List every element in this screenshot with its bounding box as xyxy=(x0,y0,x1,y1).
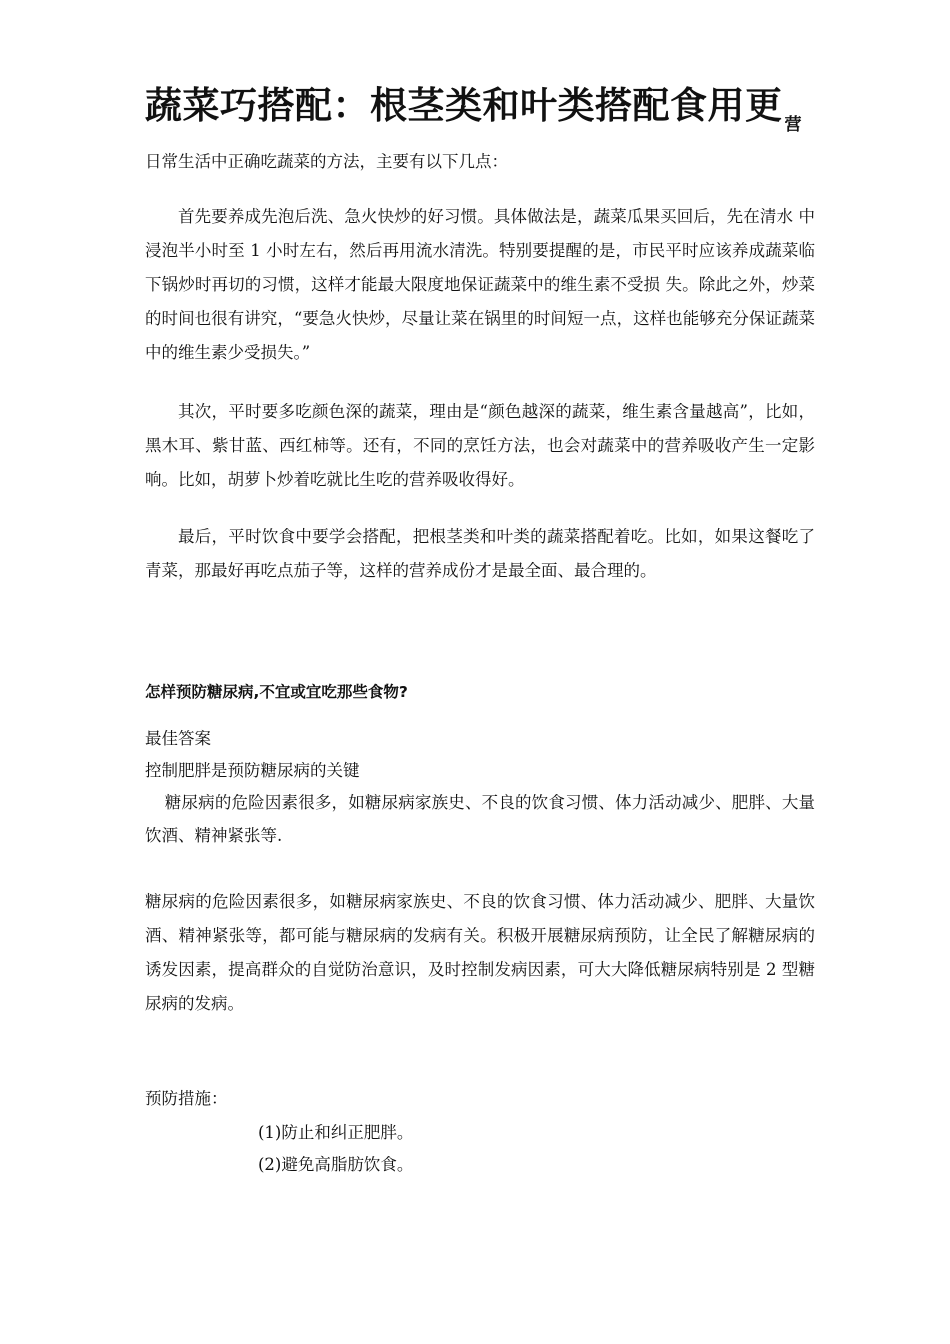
best-answer-label: 最佳答案 xyxy=(145,729,211,748)
body-paragraph-3: 最后，平时饮食中要学会搭配，把根茎类和叶类的蔬菜搭配着吃。比如，如果这餐吃了青菜，那最好再吃点茄子等，这样的营养成份才是最全面、最合理的。 xyxy=(145,527,815,580)
measure-item-1: (1)防止和纠正肥胖。 xyxy=(258,1123,414,1142)
body-paragraph-2: 其次，平时要多吃颜色深的蔬菜，理由是“颜色越深的蔬菜，维生素含量越高”，比如，黑木耳、紫甘蓝、西红柿等。还有，不同的烹饪方法，也会对蔬菜中的营养吸收产生一定影响。比如，胡萝卜炒着吃就比生吃的营养吸收得好。 xyxy=(145,402,815,489)
measure-item-2: (2)避免高脂肪饮食。 xyxy=(258,1155,414,1174)
article-title xyxy=(145,80,835,151)
risk-factors-short: 糖尿病的危险因素很多，如糖尿病家族史、不良的饮食习惯、体力活动减少、肥胖、大量饮酒、精神紧张等. xyxy=(145,793,815,845)
measures-label: 预防措施： xyxy=(145,1089,228,1108)
article-title-overflow: 营 xyxy=(784,115,802,135)
risk-factors-long: 糖尿病的危险因素很多，如糖尿病家族史、不良的饮食习惯、体力活动减少、肥胖、大量饮酒、精神紧张等，都可能与糖尿病的发病有关。积极开展糖尿病预防，让全民了解糖尿病的诱发因素，提高群众的自觉防治意识，及时控制发病因素，可大大降低糖尿病特别是 2 型糖尿病的发病。 xyxy=(145,892,815,1013)
body-paragraph-1: 首先要养成先泡后洗、急火快炒的好习惯。具体做法是，蔬菜瓜果买回后，先在清水 中浸泡半小时至 1 小时左右，然后再用流水清洗。特别要提醒的是，市民平时应该养成蔬菜临下锅炒时再切的习惯，这样才能最大限度地保证蔬菜中的维生素不受损 失。除此之外，炒菜的时间也很有讲究，“要急火快炒，尽量让菜在锅里的时间短一点，这样也能够充分保证蔬菜中的维生素少受损失。” xyxy=(145,207,815,362)
article-title-text: 蔬菜巧搭配：根茎类和叶类搭配食用更 xyxy=(145,84,783,127)
answer-heading: 控制肥胖是预防糖尿病的关键 xyxy=(145,761,360,780)
question-heading: 怎样预防糖尿病,不宜或宜吃那些食物? xyxy=(145,683,408,701)
intro-paragraph: 日常生活中正确吃蔬菜的方法，主要有以下几点： xyxy=(145,152,508,171)
